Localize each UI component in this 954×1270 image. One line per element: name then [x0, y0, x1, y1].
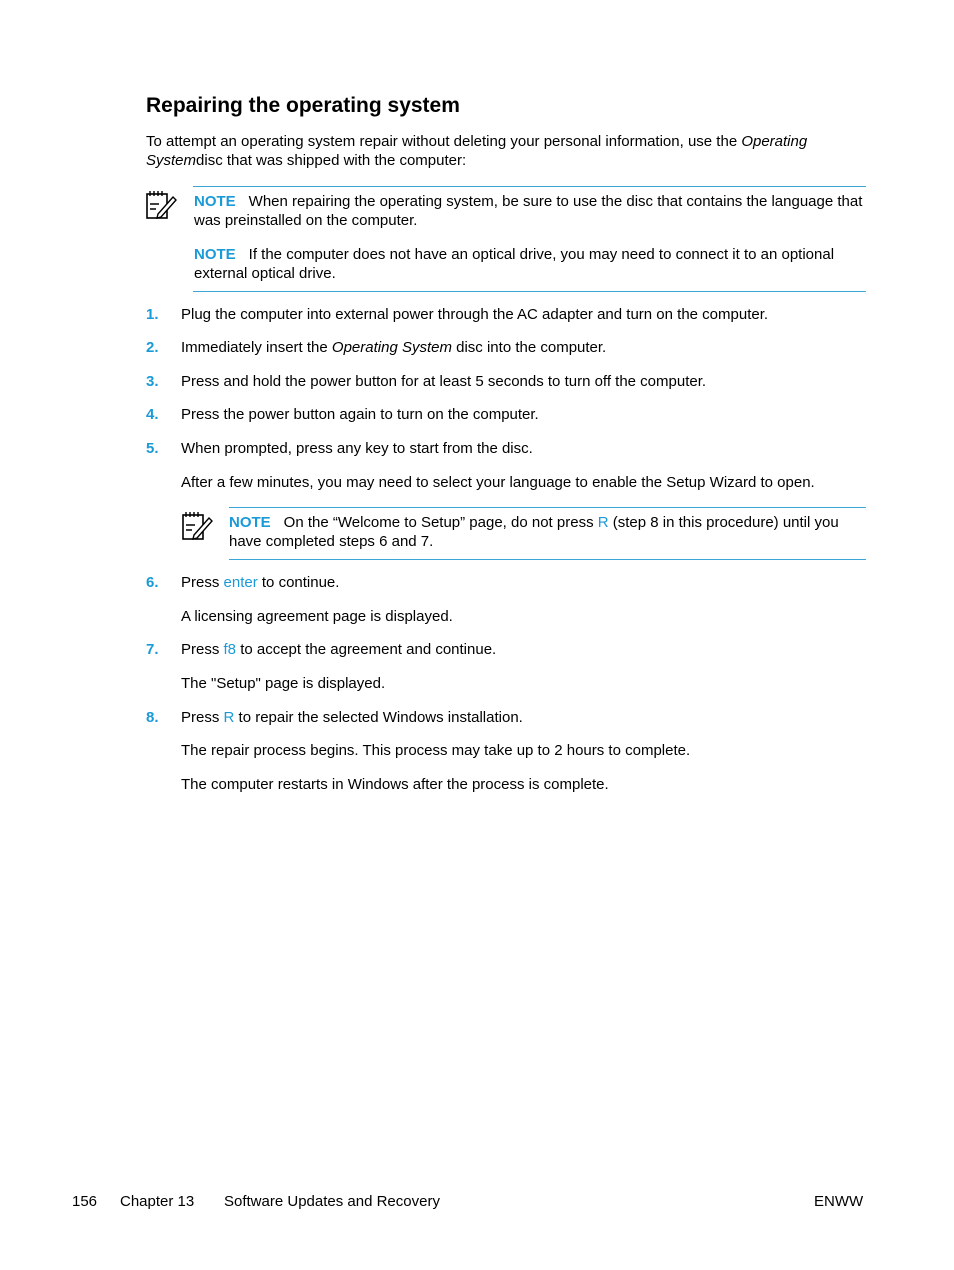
note-icon: [144, 188, 178, 222]
step-text: Press enter to continue.: [181, 574, 340, 591]
note-2: NOTE If the computer does not have an optical drive, you may need to connect it to an optional external optical drive.: [194, 246, 835, 282]
step-text: Press the power button again to turn on the computer.: [181, 406, 539, 423]
footer-chapter: Chapter 13: [120, 1193, 195, 1210]
step-text: When prompted, press any key to start from the disc.: [181, 440, 533, 457]
step-number: 5.: [146, 440, 159, 457]
step-text: Press R to repair the selected Windows installation.: [181, 709, 523, 726]
step-text: Plug the computer into external power through the AC adapter and turn on the computer.: [181, 306, 769, 323]
key-enter: enter: [223, 574, 258, 591]
step-follow-text: After a few minutes, you may need to select your language to enable the Setup Wizard to open.: [181, 474, 815, 491]
key-r: R: [223, 709, 235, 726]
page-number: 156: [72, 1193, 98, 1210]
step-number: 2.: [146, 339, 159, 356]
step-follow-text: A licensing agreement page is displayed.: [181, 608, 453, 625]
note-box-top-rule: [193, 186, 866, 187]
step-text: Press f8 to accept the agreement and continue.: [181, 641, 497, 658]
step-number: 1.: [146, 306, 159, 323]
step-follow-text: The computer restarts in Windows after the process is complete.: [181, 776, 609, 793]
step-number: 6.: [146, 574, 159, 591]
step-text: Immediately insert the Operating System disc into the computer.: [181, 339, 607, 356]
step-follow-text: The "Setup" page is displayed.: [181, 675, 386, 692]
step-number: 7.: [146, 641, 159, 658]
footer-chapter-title: Software Updates and Recovery: [224, 1193, 440, 1210]
note-box-bottom-rule: [193, 291, 866, 292]
note-box-top-rule: [229, 507, 866, 508]
step-number: 3.: [146, 373, 159, 390]
step-number: 4.: [146, 406, 159, 423]
footer-locale: ENWW: [814, 1193, 864, 1210]
note-3: NOTE On the “Welcome to Setup” page, do not press R (step 8 in this procedure) until you have completed steps 6 and 7.: [229, 514, 839, 550]
key-r: R: [597, 514, 609, 531]
intro-paragraph: To attempt an operating system repair without deleting your personal information, use the Operating Systemdisc that was shipped with the computer:: [146, 133, 808, 169]
section-title: Repairing the operating system: [146, 94, 460, 117]
note-icon: [180, 509, 214, 543]
note-1: NOTE When repairing the operating system, be sure to use the disc that contains the language that was preinstalled on the computer.: [194, 193, 863, 229]
step-text: Press and hold the power button for at least 5 seconds to turn off the computer.: [181, 373, 707, 390]
step-follow-text: The repair process begins. This process may take up to 2 hours to complete.: [181, 742, 691, 759]
key-f8: f8: [223, 641, 237, 658]
note-box-bottom-rule: [229, 559, 866, 560]
step-number: 8.: [146, 709, 159, 726]
